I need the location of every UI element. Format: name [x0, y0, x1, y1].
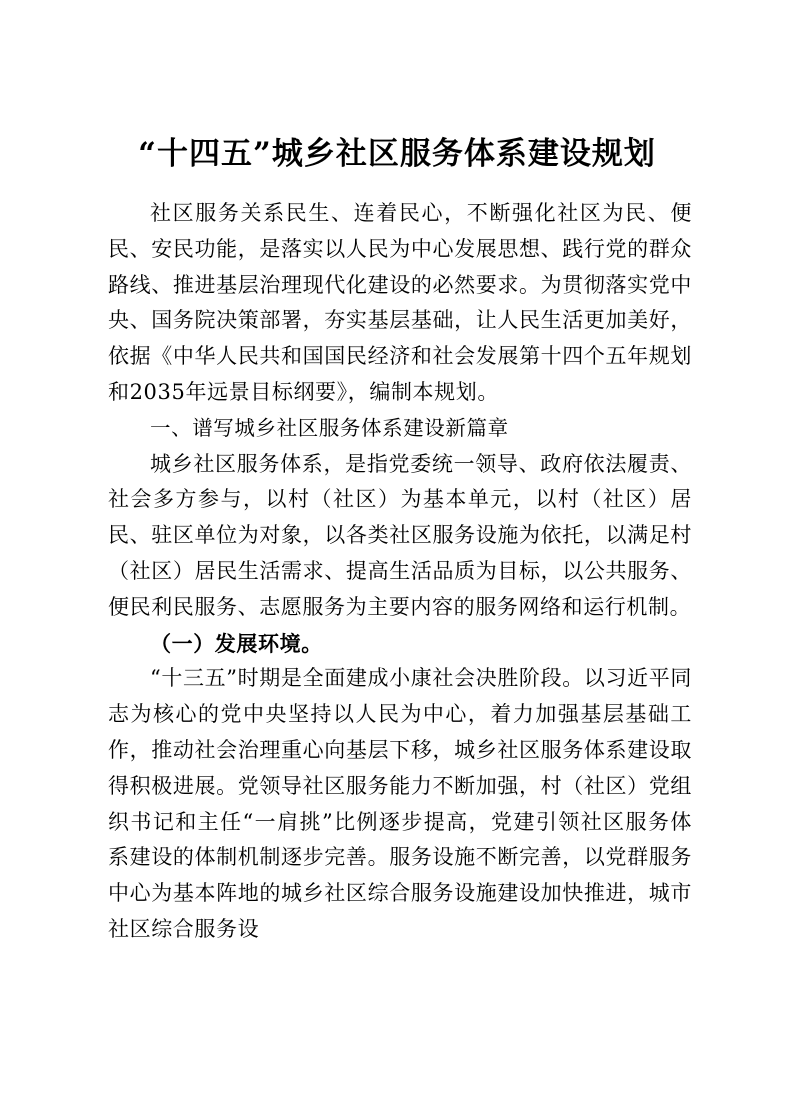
section-heading: 一、谱写城乡社区服务体系建设新篇章	[150, 415, 509, 440]
environment-paragraph: “十三五”时期是全面建成小康社会决胜阶段。以习近平同志为核心的党中央坚持以人民为中心，着力加强基层基础工作，推动社会治理重心向基层下移，城乡社区服务体系建设取得积极进展。党领导社区服务能力不断加强，村（社区）党组织书记和主任“一肩挑”比例逐步提高，党建引领社区服务体系建设的体制机制逐步完善。服务设施不断完善，以党群服务中心为基本阵地的城乡社区综合服务设施建设加快推进，城市社区综合服务设	[108, 666, 692, 941]
subsection-heading: （一）发展环境。	[150, 630, 323, 656]
document-title: “十四五”城乡社区服务体系建设规划	[138, 136, 656, 172]
intro-paragraph: 社区服务关系民生、连着民心，不断强化社区为民、便民、安民功能，是落实以人民为中心发展思想、践行党的群众路线、推进基层治理现代化建设的必然要求。为贯彻落实党中央、国务院决策部署，夯实基层基础，让人民生活更加美好，依据《中华人民共和国国民经济和社会发展第十四个五年规划和2035年远景目标纲要》，编制本规划。	[108, 201, 692, 404]
document-body	[108, 196, 692, 948]
definition-paragraph: 城乡社区服务体系，是指党委统一领导、政府依法履责、社会多方参与，以村（社区）为基本单元，以村（社区）居民、驻区单位为对象，以各类社区服务设施为依托，以满足村（社区）居民生活需求、提高生活品质为目标，以公共服务、便民利民服务、志愿服务为主要内容的服务网络和运行机制。	[108, 451, 692, 619]
